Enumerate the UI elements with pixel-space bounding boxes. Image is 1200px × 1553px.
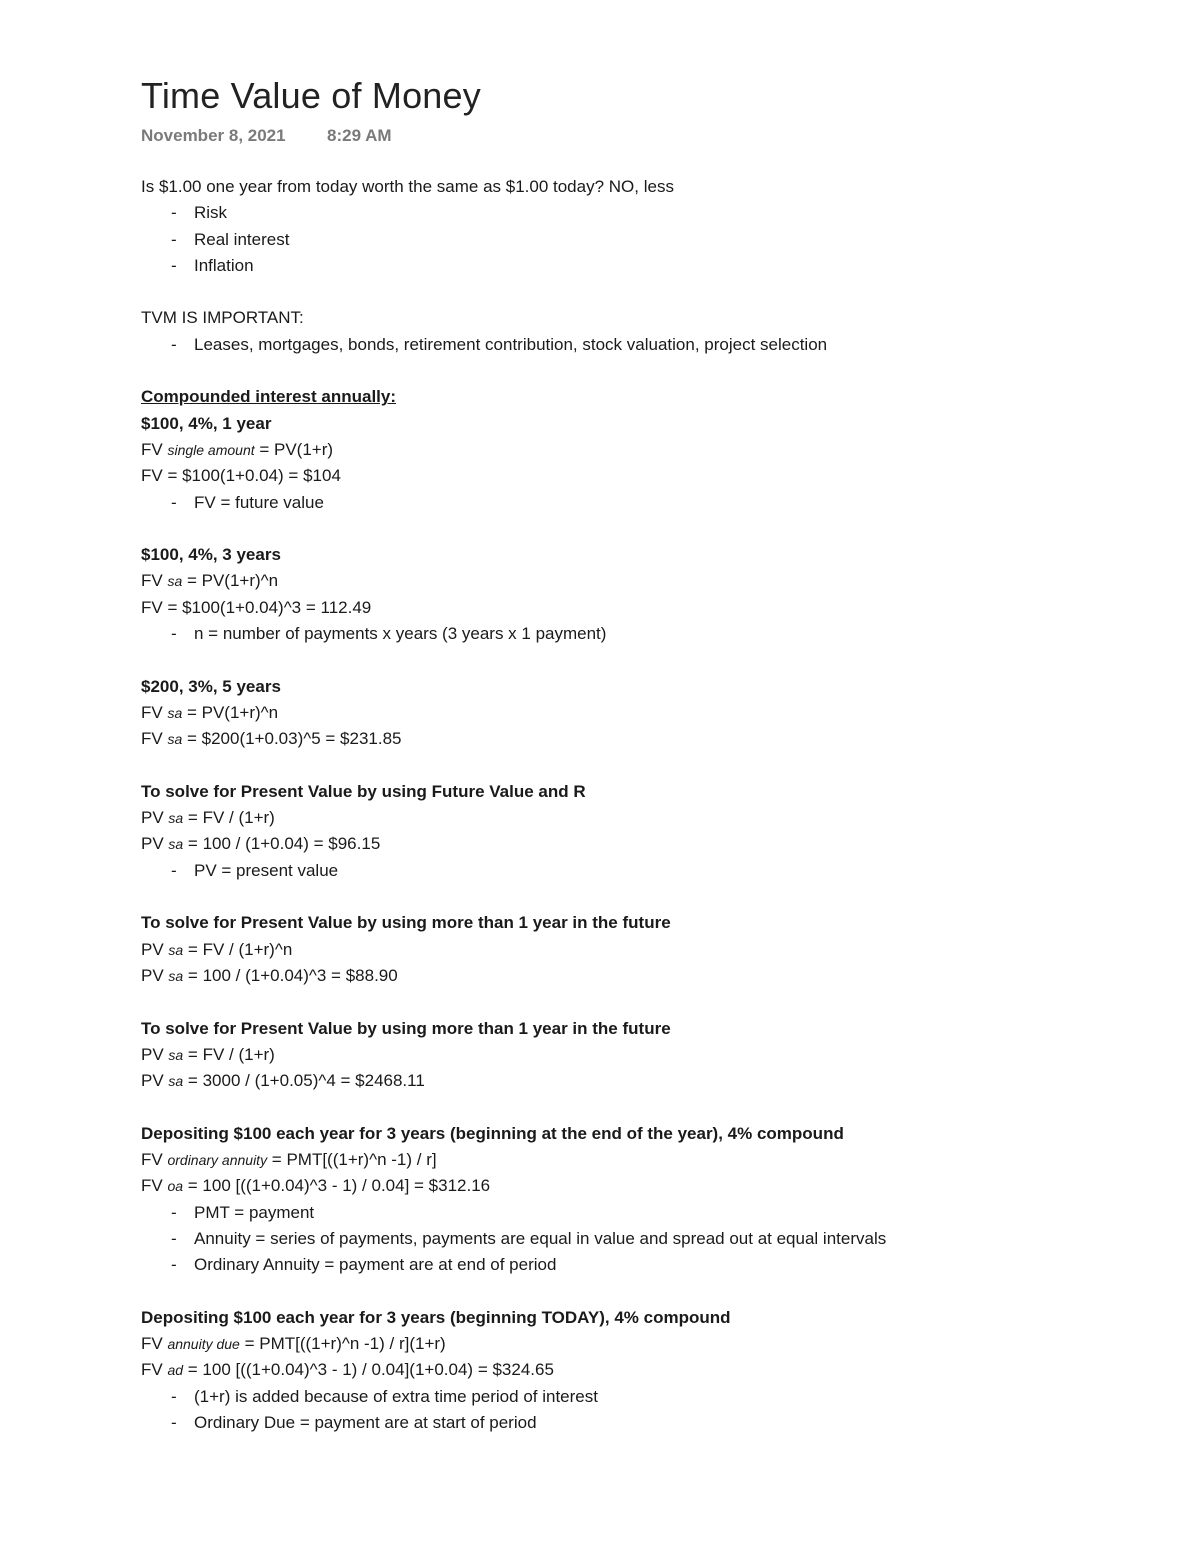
formula-line: FV = $100(1+0.04)^3 = 112.49 xyxy=(141,597,372,617)
list-item: - Ordinary Annuity = payment are at end of period xyxy=(171,1255,557,1275)
formula-line: FV oa = 100 [((1+0.04)^3 - 1) / 0.04] = $312.16 xyxy=(141,1176,491,1196)
formula-line: FV ordinary annuity = PMT[((1+r)^n -1) / r] xyxy=(141,1149,437,1169)
note-time: 8:29 AM xyxy=(327,126,392,145)
formula-line: PV sa = 100 / (1+0.04) = $96.15 xyxy=(141,834,381,854)
example-heading: $100, 4%, 1 year xyxy=(141,413,272,433)
formula-line: PV sa = 100 / (1+0.04)^3 = $88.90 xyxy=(141,965,398,985)
formula-line: PV sa = FV / (1+r) xyxy=(141,808,275,828)
list-item: - Ordinary Due = payment are at start of period xyxy=(171,1412,537,1432)
list-item: - Inflation xyxy=(171,255,254,275)
example-heading: Depositing $100 each year for 3 years (beginning TODAY), 4% compound xyxy=(141,1307,731,1327)
formula-line: FV sa = $200(1+0.03)^5 = $231.85 xyxy=(141,729,402,749)
formula-line: FV ad = 100 [((1+0.04)^3 - 1) / 0.04](1+0.04) = $324.65 xyxy=(141,1360,554,1380)
list-item: - n = number of payments x years (3 years x 1 payment) xyxy=(171,624,607,644)
list-item: - FV = future value xyxy=(171,492,324,512)
intro-question: Is $1.00 one year from today worth the same as $1.00 today? NO, less xyxy=(141,177,674,196)
list-item: - Leases, mortgages, bonds, retirement contribution, stock valuation, project selection xyxy=(171,334,828,354)
section-heading: Compounded interest annually: xyxy=(141,387,397,407)
formula-line: FV sa = PV(1+r)^n xyxy=(141,702,279,722)
list-item: - PMT = payment xyxy=(171,1202,315,1222)
list-item: - Annuity = series of payments, payments are equal in value and spread out at equal intervals xyxy=(171,1228,887,1248)
example-heading: To solve for Present Value by using Future Value and R xyxy=(141,781,586,801)
example-heading: $200, 3%, 5 years xyxy=(141,676,281,696)
example-heading: $100, 4%, 3 years xyxy=(141,545,281,565)
list-item: - Risk xyxy=(171,203,228,223)
example-heading: Depositing $100 each year for 3 years (beginning at the end of the year), 4% compound xyxy=(141,1123,844,1143)
note-date: November 8, 2021 xyxy=(141,126,286,145)
formula-line: PV sa = FV / (1+r) xyxy=(141,1044,275,1064)
formula-line: FV single amount = PV(1+r) xyxy=(141,439,334,459)
formula-line: FV annuity due = PMT[((1+r)^n -1) / r](1+r) xyxy=(141,1334,446,1354)
example-heading: To solve for Present Value by using more than 1 year in the future xyxy=(141,913,671,933)
formula-line: PV sa = FV / (1+r)^n xyxy=(141,939,293,959)
tvm-heading: TVM IS IMPORTANT: xyxy=(141,308,304,328)
formula-line: PV sa = 3000 / (1+0.05)^4 = $2468.11 xyxy=(141,1071,425,1091)
list-item: - PV = present value xyxy=(171,860,339,880)
note-body xyxy=(141,174,1141,1436)
note-page xyxy=(141,72,1141,1436)
list-item: - Real interest xyxy=(171,229,290,249)
page-title: Time Value of Money xyxy=(141,75,481,116)
formula-line: FV sa = PV(1+r)^n xyxy=(141,571,279,591)
formula-line: FV = $100(1+0.04) = $104 xyxy=(141,466,341,486)
example-heading: To solve for Present Value by using more than 1 year in the future xyxy=(141,1018,671,1038)
list-item: - (1+r) is added because of extra time period of interest xyxy=(171,1386,598,1406)
note-meta xyxy=(141,126,1141,152)
